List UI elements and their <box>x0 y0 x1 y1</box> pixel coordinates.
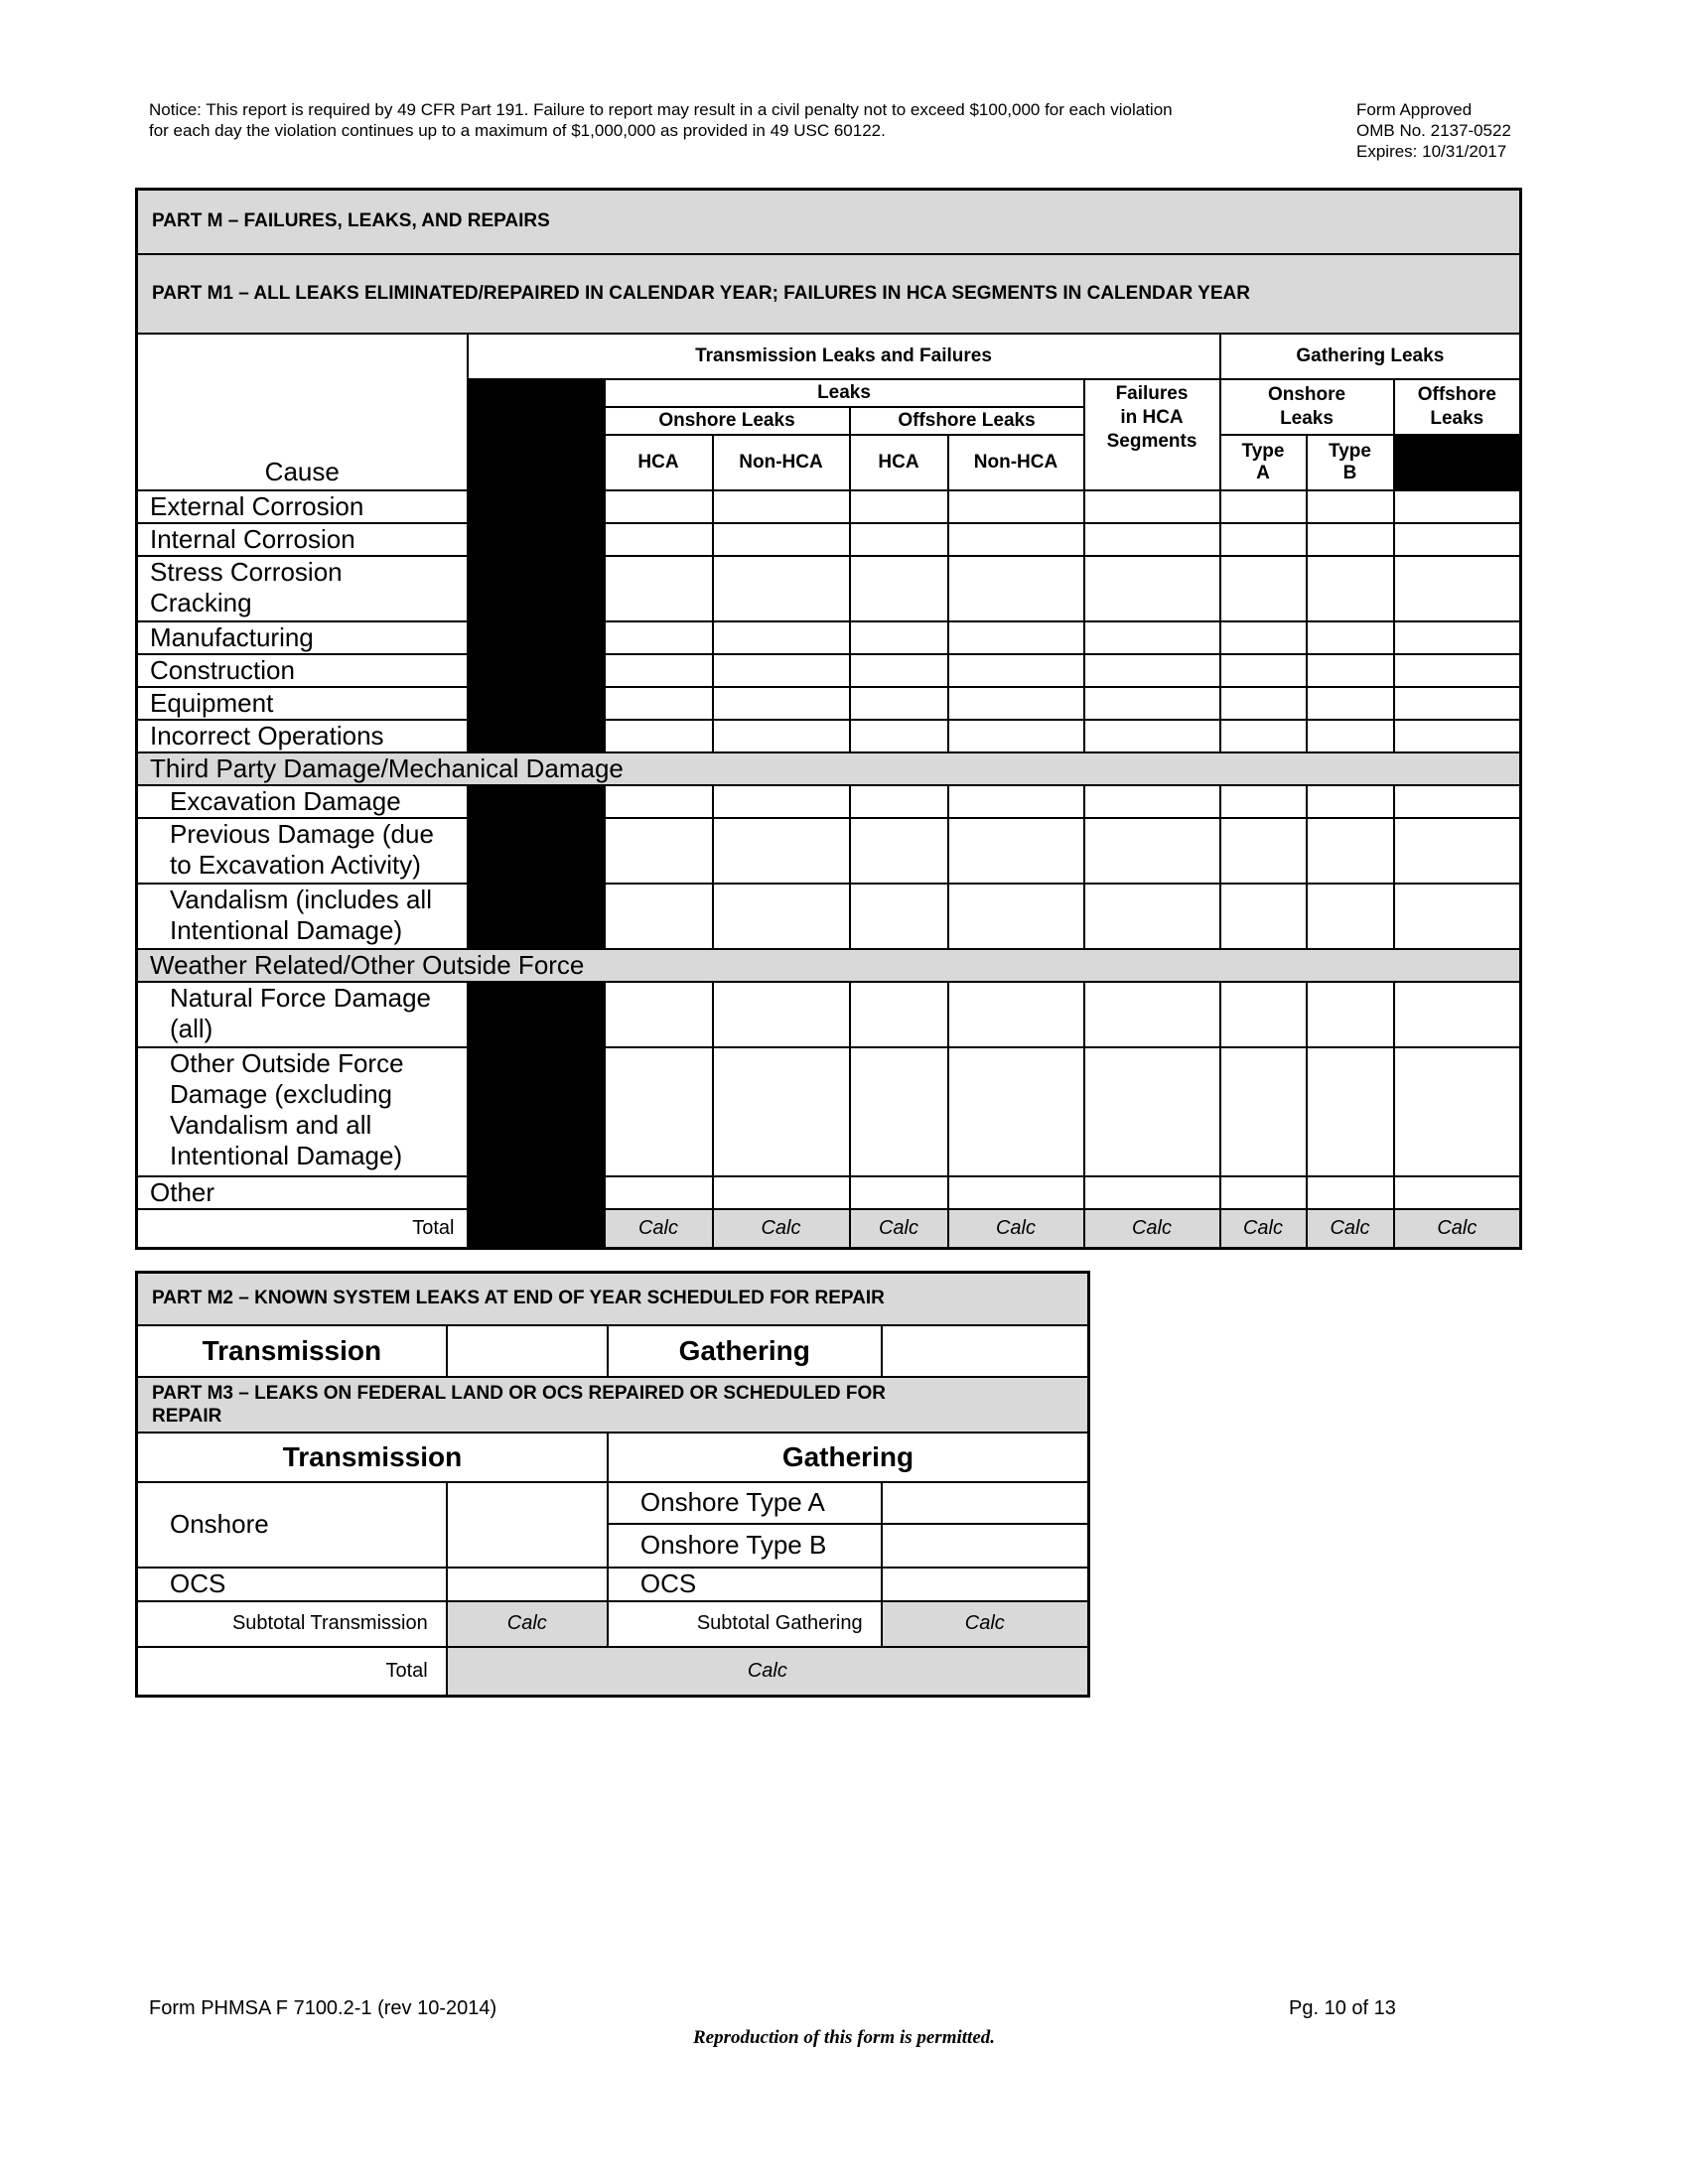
m3-ocs-transmission-label: OCS <box>137 1568 447 1601</box>
input-cell[interactable] <box>948 1047 1084 1176</box>
onshore-non-hca-header: Non-HCA <box>713 435 850 490</box>
m3-ocs-gathering-label: OCS <box>608 1568 882 1601</box>
cause-vandalism <box>137 884 468 949</box>
input-cell[interactable] <box>1394 687 1521 720</box>
input-cell[interactable] <box>713 785 850 818</box>
input-cell[interactable] <box>1394 523 1521 556</box>
omb-number: OMB No. 2137-0522 <box>1356 121 1511 140</box>
form-approved-label: Form Approved <box>1356 100 1473 119</box>
input-cell[interactable] <box>850 687 948 720</box>
cause-natural-force-damage <box>137 982 468 1047</box>
input-cell[interactable] <box>713 818 850 884</box>
input-cell[interactable] <box>1307 1047 1394 1176</box>
m3-onshore-input[interactable] <box>447 1482 608 1568</box>
cause-header: Cause <box>137 334 468 490</box>
input-cell[interactable] <box>1084 523 1220 556</box>
onshore-hca-header: HCA <box>605 435 713 490</box>
input-cell[interactable] <box>948 785 1084 818</box>
input-cell[interactable] <box>1307 982 1394 1047</box>
m3-gathering-header: Gathering <box>608 1433 1089 1482</box>
calc-cell: Calc <box>1307 1209 1394 1249</box>
page-number: Pg. 10 of 13 <box>1289 1997 1396 2019</box>
scc-line-1: Stress Corrosion <box>150 556 343 587</box>
cause-internal-corrosion: Internal Corrosion <box>137 523 468 556</box>
input-cell[interactable] <box>1307 556 1394 621</box>
cause-stress-corrosion-cracking <box>137 556 468 621</box>
input-cell[interactable] <box>1394 556 1521 621</box>
form-approval-block <box>1356 99 1511 162</box>
type-a-header <box>1220 435 1307 490</box>
vandalism-line-2: Intentional Damage) <box>170 914 403 945</box>
input-cell[interactable] <box>1084 982 1220 1047</box>
notice-line-1: Notice: This report is required by 49 CFR Part 191. Failure to report may result in a civil penalty not to exceed $100,000 for each violation <box>149 100 1173 119</box>
m2-gathering-input[interactable] <box>882 1325 1089 1377</box>
input-cell[interactable] <box>1220 523 1307 556</box>
natural-force-line-2: (all) <box>170 1013 213 1043</box>
m2-gathering-label: Gathering <box>608 1325 882 1377</box>
notice-text <box>149 99 1321 141</box>
input-cell[interactable] <box>850 1047 948 1176</box>
input-cell[interactable] <box>948 884 1084 949</box>
m3-onshore-label: Onshore <box>137 1482 447 1568</box>
input-cell[interactable] <box>1307 818 1394 884</box>
input-cell[interactable] <box>605 982 713 1047</box>
input-cell[interactable] <box>605 1176 713 1209</box>
input-cell[interactable] <box>1220 785 1307 818</box>
input-cell[interactable] <box>1307 621 1394 654</box>
input-cell[interactable] <box>1084 654 1220 687</box>
failures-hca-line-3: Segments <box>1106 430 1197 452</box>
calc-cell: Calc <box>605 1209 713 1249</box>
onshore-leaks-header: Onshore Leaks <box>605 407 850 435</box>
input-cell[interactable] <box>605 621 713 654</box>
input-cell[interactable] <box>948 621 1084 654</box>
onshore-gathering-header <box>1220 379 1394 435</box>
input-cell[interactable] <box>1220 720 1307 752</box>
input-cell[interactable] <box>1394 884 1521 949</box>
input-cell[interactable] <box>1307 785 1394 818</box>
input-cell[interactable] <box>1307 720 1394 752</box>
input-cell[interactable] <box>713 1176 850 1209</box>
input-cell[interactable] <box>1394 1047 1521 1176</box>
input-cell[interactable] <box>850 621 948 654</box>
part-m1-table <box>135 188 1522 1250</box>
input-cell[interactable] <box>1394 1176 1521 1209</box>
input-cell[interactable] <box>713 1047 850 1176</box>
m3-onshore-type-a-input[interactable] <box>882 1482 1089 1524</box>
part-m3-title-line-2: REPAIR <box>152 1405 222 1427</box>
calc-cell: Calc <box>1220 1209 1307 1249</box>
failures-hca-line-1: Failures <box>1115 382 1189 404</box>
input-cell[interactable] <box>605 720 713 752</box>
input-cell[interactable] <box>850 1176 948 1209</box>
input-cell[interactable] <box>1220 687 1307 720</box>
m3-subtotal-gathering-calc: Calc <box>882 1601 1089 1647</box>
m3-ocs-transmission-input[interactable] <box>447 1568 608 1601</box>
other-outside-line-2: Damage (excluding <box>170 1078 393 1109</box>
calc-cell: Calc <box>850 1209 948 1249</box>
input-cell[interactable] <box>1394 621 1521 654</box>
m2-transmission-input[interactable] <box>447 1325 608 1377</box>
input-cell[interactable] <box>1220 982 1307 1047</box>
input-cell[interactable] <box>1084 884 1220 949</box>
input-cell[interactable] <box>713 621 850 654</box>
input-cell[interactable] <box>713 720 850 752</box>
input-cell[interactable] <box>713 490 850 523</box>
m3-total-label: Total <box>137 1647 447 1697</box>
input-cell[interactable] <box>1220 556 1307 621</box>
part-m2-m3-table <box>135 1271 1090 1698</box>
input-cell[interactable] <box>1084 1176 1220 1209</box>
m3-onshore-type-b-label: Onshore Type B <box>608 1524 882 1568</box>
gathering-header: Gathering Leaks <box>1220 334 1521 379</box>
input-cell[interactable] <box>605 654 713 687</box>
input-cell[interactable] <box>1220 654 1307 687</box>
type-b-line-2: B <box>1342 462 1357 483</box>
input-cell[interactable] <box>948 523 1084 556</box>
cause-other: Other <box>137 1176 468 1209</box>
blacked-out-column <box>468 379 605 490</box>
offshore-gathering-header <box>1394 379 1521 435</box>
other-outside-line-3: Vandalism and all <box>170 1109 372 1140</box>
expiration-date: Expires: 10/31/2017 <box>1356 142 1507 161</box>
input-cell[interactable] <box>605 556 713 621</box>
input-cell[interactable] <box>1084 621 1220 654</box>
input-cell[interactable] <box>948 556 1084 621</box>
part-m3-title-line-1: PART M3 – LEAKS ON FEDERAL LAND OR OCS REPAIRED OR SCHEDULED FOR <box>152 1382 886 1404</box>
cause-other-outside-force <box>137 1047 468 1176</box>
input-cell[interactable] <box>948 818 1084 884</box>
natural-force-line-1: Natural Force Damage <box>170 982 431 1013</box>
m3-ocs-gathering-input[interactable] <box>882 1568 1089 1601</box>
cause-incorrect-operations: Incorrect Operations <box>137 720 468 752</box>
input-cell[interactable] <box>605 687 713 720</box>
onshore-gathering-line-1: Onshore <box>1267 383 1346 405</box>
offshore-leaks-header: Offshore Leaks <box>850 407 1084 435</box>
type-a-line-1: Type <box>1241 440 1285 462</box>
m1-total-label: Total <box>137 1209 468 1249</box>
category-third-party-damage: Third Party Damage/Mechanical Damage <box>137 752 1521 785</box>
leaks-header: Leaks <box>605 379 1084 407</box>
input-cell[interactable] <box>713 523 850 556</box>
input-cell[interactable] <box>1307 1176 1394 1209</box>
previous-damage-line-2: to Excavation Activity) <box>170 849 421 880</box>
m3-subtotal-gathering-label: Subtotal Gathering <box>608 1601 882 1647</box>
failures-hca-line-2: in HCA <box>1120 406 1184 428</box>
notice-line-2: for each day the violation continues up to a maximum of $1,000,000 as provided in 49 USC 60122. <box>149 121 886 140</box>
input-cell[interactable] <box>605 490 713 523</box>
input-cell[interactable] <box>850 523 948 556</box>
input-cell[interactable] <box>605 523 713 556</box>
input-cell[interactable] <box>850 720 948 752</box>
input-cell[interactable] <box>850 884 948 949</box>
input-cell[interactable] <box>1394 785 1521 818</box>
input-cell[interactable] <box>850 654 948 687</box>
cause-external-corrosion: External Corrosion <box>137 490 468 523</box>
input-cell[interactable] <box>1307 654 1394 687</box>
input-cell[interactable] <box>1220 621 1307 654</box>
input-cell[interactable] <box>713 654 850 687</box>
input-cell[interactable] <box>1394 490 1521 523</box>
type-b-header <box>1307 435 1394 490</box>
input-cell[interactable] <box>850 785 948 818</box>
calc-cell: Calc <box>713 1209 850 1249</box>
part-m1-title: PART M1 – ALL LEAKS ELIMINATED/REPAIRED IN CALENDAR YEAR; FAILURES IN HCA SEGMENTS IN CALENDAR YEAR <box>137 254 1521 334</box>
input-cell[interactable] <box>1084 687 1220 720</box>
cause-excavation-damage: Excavation Damage <box>137 785 468 818</box>
input-cell[interactable] <box>850 490 948 523</box>
m3-subtotal-transmission-label: Subtotal Transmission <box>137 1601 447 1647</box>
input-cell[interactable] <box>948 654 1084 687</box>
input-cell[interactable] <box>850 818 948 884</box>
scc-line-2: Cracking <box>150 587 252 617</box>
input-cell[interactable] <box>1220 1176 1307 1209</box>
m3-subtotal-transmission-calc: Calc <box>447 1601 608 1647</box>
m3-onshore-type-b-input[interactable] <box>882 1524 1089 1568</box>
input-cell[interactable] <box>713 982 850 1047</box>
offshore-hca-header: HCA <box>850 435 948 490</box>
input-cell[interactable] <box>1220 818 1307 884</box>
input-cell[interactable] <box>1307 490 1394 523</box>
part-m2-title: PART M2 – KNOWN SYSTEM LEAKS AT END OF YEAR SCHEDULED FOR REPAIR <box>137 1273 1089 1325</box>
m3-total-calc: Calc <box>447 1647 1089 1697</box>
input-cell[interactable] <box>1307 687 1394 720</box>
m3-onshore-type-a-label: Onshore Type A <box>608 1482 882 1524</box>
type-a-line-2: A <box>1256 462 1270 483</box>
input-cell[interactable] <box>1084 818 1220 884</box>
input-cell[interactable] <box>948 490 1084 523</box>
input-cell[interactable] <box>948 1176 1084 1209</box>
input-cell[interactable] <box>1220 884 1307 949</box>
input-cell[interactable] <box>850 982 948 1047</box>
input-cell[interactable] <box>1084 490 1220 523</box>
calc-cell: Calc <box>1394 1209 1521 1249</box>
input-cell[interactable] <box>1394 654 1521 687</box>
input-cell[interactable] <box>1307 884 1394 949</box>
input-cell[interactable] <box>1394 982 1521 1047</box>
input-cell[interactable] <box>1394 818 1521 884</box>
input-cell[interactable] <box>1084 1047 1220 1176</box>
offshore-gathering-line-2: Leaks <box>1430 407 1484 429</box>
other-outside-line-1: Other Outside Force <box>170 1047 404 1078</box>
input-cell[interactable] <box>850 556 948 621</box>
part-m-title: PART M – FAILURES, LEAKS, AND REPAIRS <box>137 190 1521 254</box>
offshore-non-hca-header: Non-HCA <box>948 435 1084 490</box>
input-cell[interactable] <box>1220 490 1307 523</box>
input-cell[interactable] <box>713 687 850 720</box>
input-cell[interactable] <box>948 720 1084 752</box>
transmission-header: Transmission Leaks and Failures <box>468 334 1220 379</box>
form-number: Form PHMSA F 7100.2-1 (rev 10-2014) <box>149 1997 497 2019</box>
previous-damage-line-1: Previous Damage (due <box>170 818 434 849</box>
vandalism-line-1: Vandalism (includes all <box>170 884 432 914</box>
cause-previous-damage <box>137 818 468 884</box>
cause-manufacturing: Manufacturing <box>137 621 468 654</box>
failures-hca-header <box>1084 379 1220 490</box>
reproduction-note: Reproduction of this form is permitted. <box>692 2027 996 2048</box>
part-m3-title <box>137 1377 1089 1433</box>
input-cell[interactable] <box>1394 720 1521 752</box>
input-cell[interactable] <box>1084 720 1220 752</box>
onshore-gathering-line-2: Leaks <box>1280 407 1334 429</box>
other-outside-line-4: Intentional Damage) <box>170 1140 403 1170</box>
input-cell[interactable] <box>605 818 713 884</box>
offshore-gathering-line-1: Offshore <box>1417 383 1496 405</box>
cause-equipment: Equipment <box>137 687 468 720</box>
input-cell[interactable] <box>713 884 850 949</box>
input-cell[interactable] <box>1084 556 1220 621</box>
input-cell[interactable] <box>1220 1047 1307 1176</box>
calc-cell: Calc <box>948 1209 1084 1249</box>
input-cell[interactable] <box>1307 523 1394 556</box>
input-cell[interactable] <box>713 556 850 621</box>
category-weather-related: Weather Related/Other Outside Force <box>137 949 1521 982</box>
m2-transmission-label: Transmission <box>137 1325 447 1377</box>
type-b-line-1: Type <box>1329 440 1371 462</box>
calc-cell: Calc <box>1084 1209 1220 1249</box>
cause-construction: Construction <box>137 654 468 687</box>
input-cell[interactable] <box>948 982 1084 1047</box>
offshore-type-blackout <box>1394 435 1521 490</box>
input-cell[interactable] <box>1084 785 1220 818</box>
m3-transmission-header: Transmission <box>137 1433 608 1482</box>
input-cell[interactable] <box>605 1047 713 1176</box>
input-cell[interactable] <box>605 884 713 949</box>
input-cell[interactable] <box>948 687 1084 720</box>
input-cell[interactable] <box>605 785 713 818</box>
